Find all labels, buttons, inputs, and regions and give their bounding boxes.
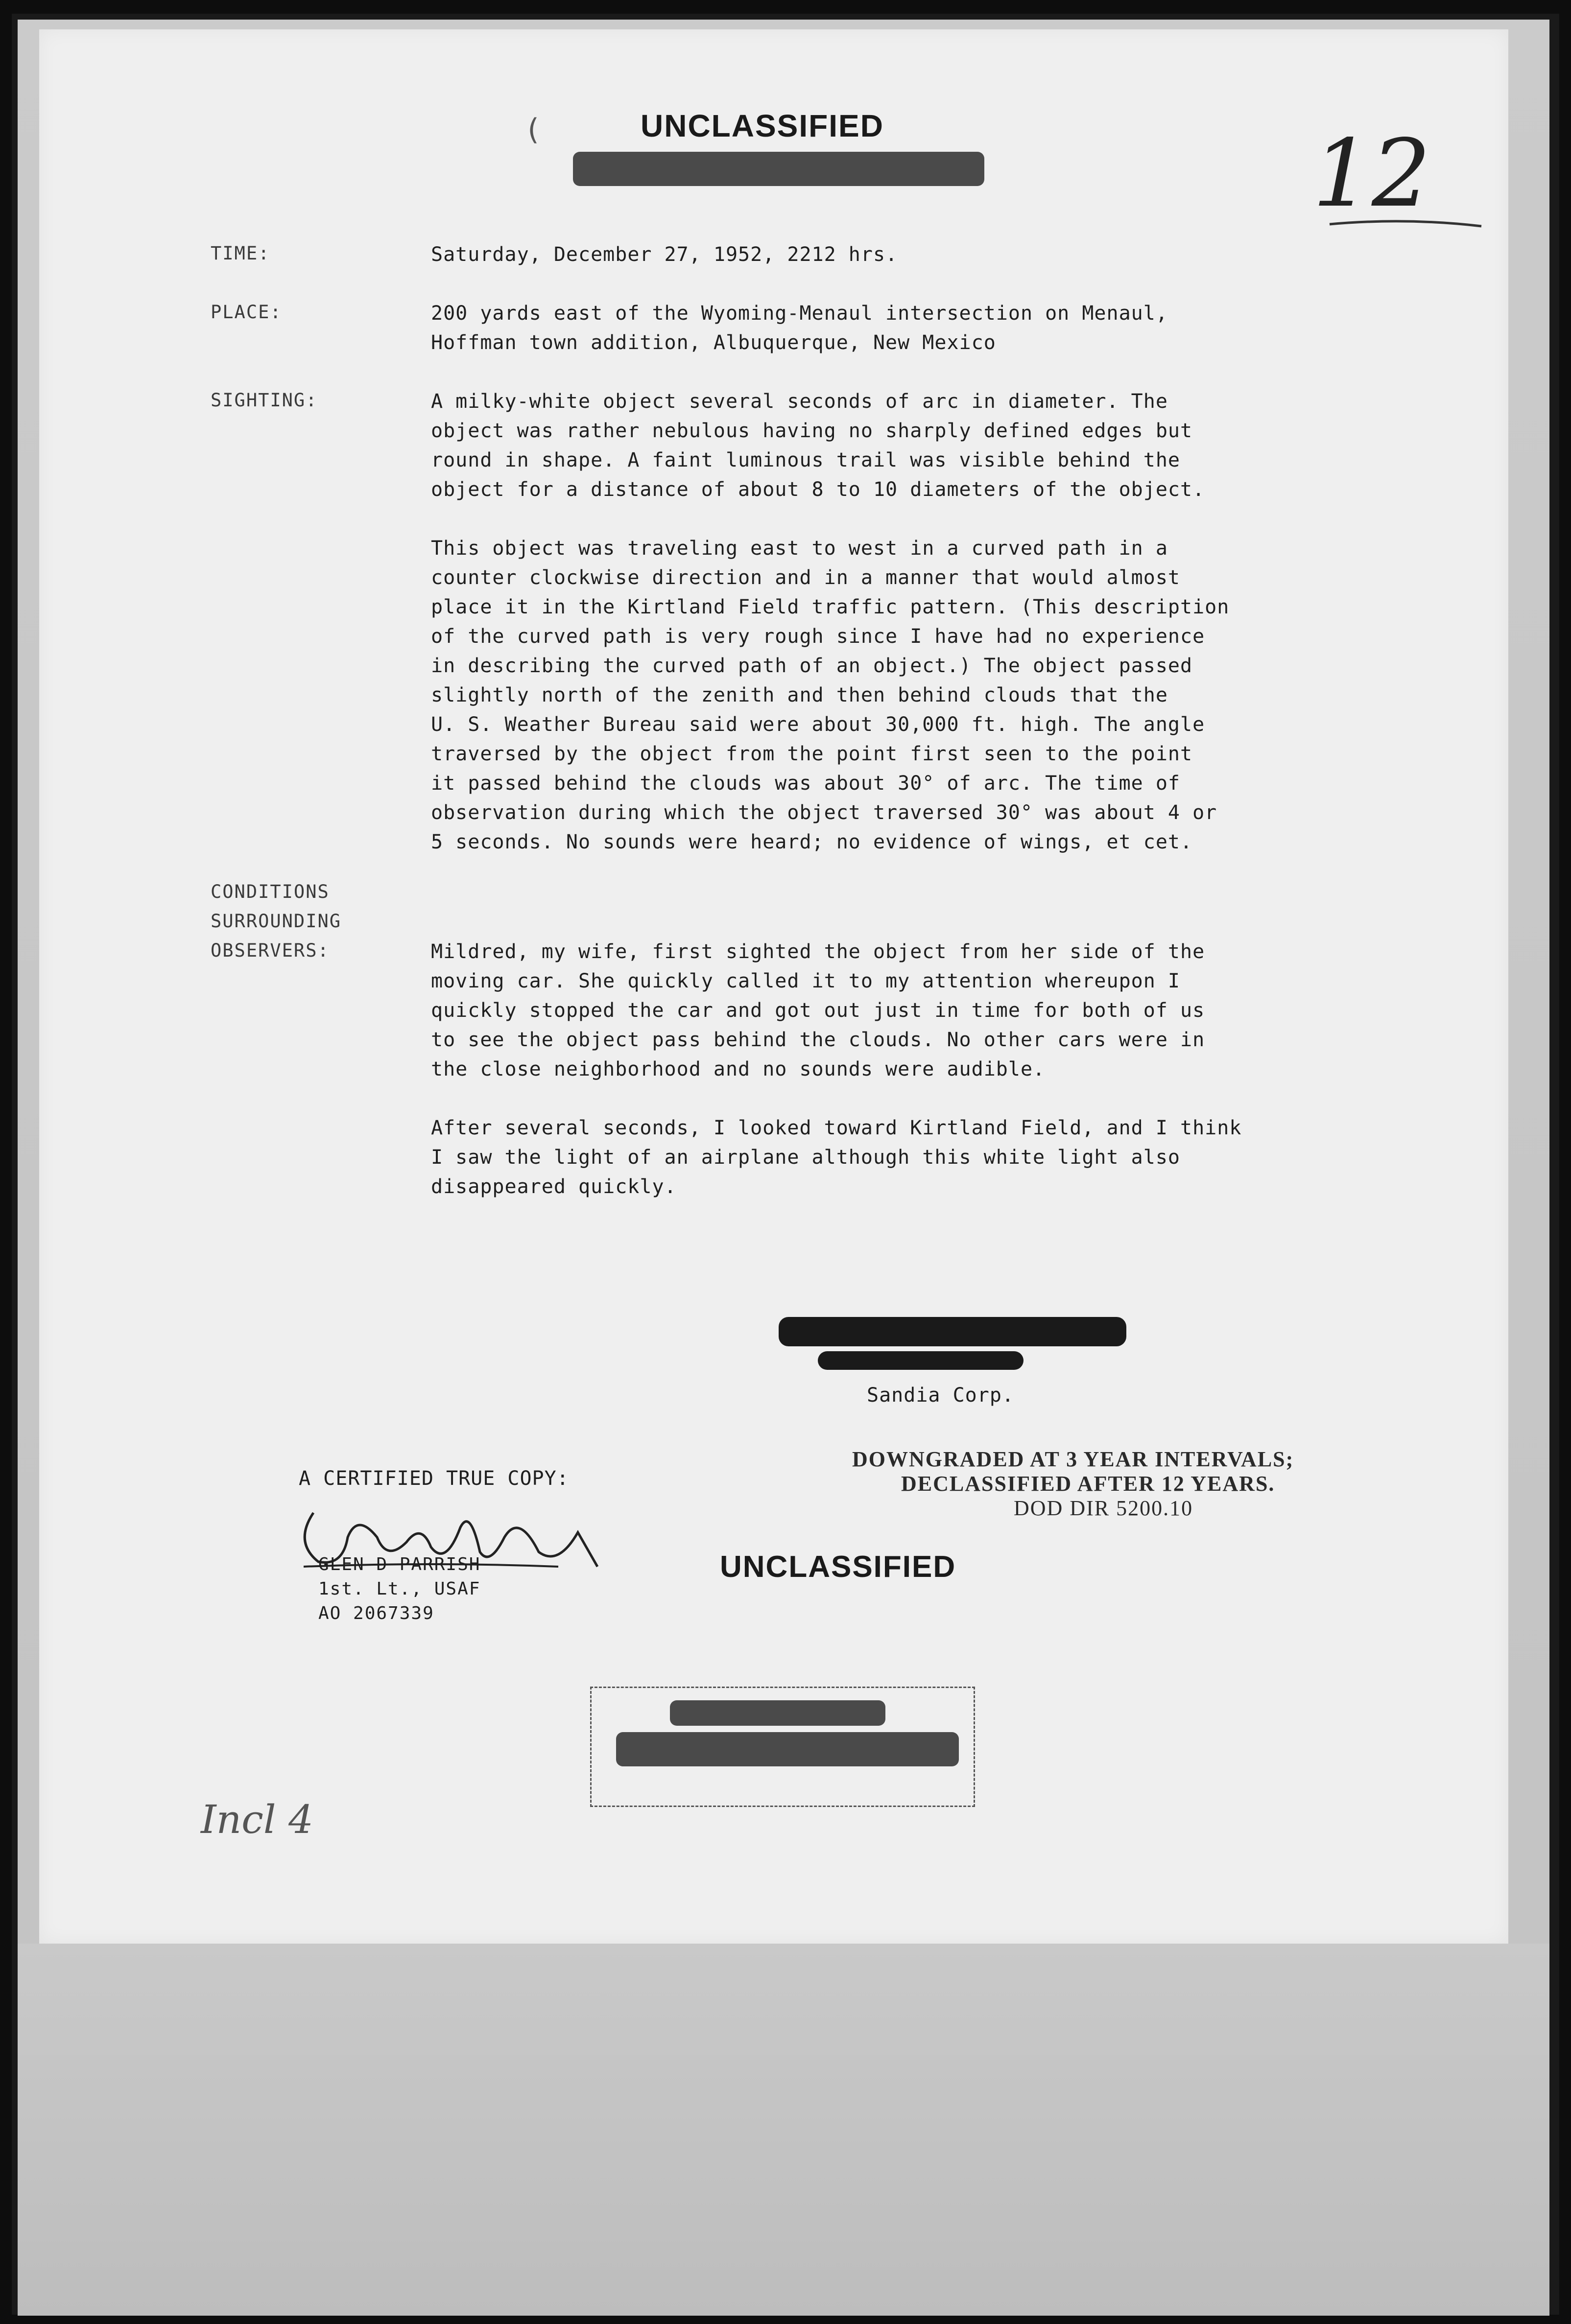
document-page [39, 29, 1508, 1944]
organization: Sandia Corp. [867, 1384, 1014, 1407]
time-label: TIME: [211, 243, 270, 264]
sighting-line: observation during which the object traversed 30° was about 4 or [431, 801, 1217, 824]
stray-mark: ( [524, 113, 542, 147]
conditions-label: SURROUNDING [211, 911, 342, 932]
sighting-line: object for a distance of about 8 to 10 diameters of the object. [431, 478, 1205, 501]
sighting-line: it passed behind the clouds was about 30° of arc. The time of [431, 772, 1181, 795]
sighting-line: place it in the Kirtland Field traffic pattern. (This description [431, 596, 1230, 618]
place-label: PLACE: [211, 302, 282, 323]
film-bottom-strip [18, 1944, 1549, 2316]
certifier-rank: 1st. Lt., USAF [318, 1579, 481, 1599]
conditions-line: I saw the light of an airplane although this white light also [431, 1146, 1181, 1169]
sighting-line: object was rather nebulous having no sharply defined edges but [431, 420, 1193, 442]
sighting-line: U. S. Weather Bureau said were about 30,000 ft. high. The angle [431, 713, 1205, 736]
sighting-line: slightly north of the zenith and then behind clouds that the [431, 684, 1168, 706]
conditions-line: After several seconds, I looked toward Kirtland Field, and I think [431, 1117, 1242, 1139]
sighting-line: 5 seconds. No sounds were heard; no evidence of wings, et cet. [431, 831, 1193, 853]
sighting-label: SIGHTING: [211, 390, 318, 411]
margin-note: Incl 4 [201, 1797, 313, 1842]
redaction-signature [779, 1317, 1126, 1346]
sighting-line: A milky-white object several seconds of arc in diameter. The [431, 390, 1168, 413]
sighting-line: counter clockwise direction and in a manner that would almost [431, 566, 1181, 589]
conditions-line: Mildred, my wife, first sighted the object from her side of the [431, 940, 1205, 963]
place-line: Hoffman town addition, Albuquerque, New Mexico [431, 331, 996, 354]
redaction-box [590, 1687, 975, 1807]
downgrade-line: DECLASSIFIED AFTER 12 YEARS. [901, 1472, 1275, 1496]
downgrade-line: DOWNGRADED AT 3 YEAR INTERVALS; [852, 1447, 1294, 1471]
redaction-signature [818, 1351, 1024, 1370]
page-number: 12 [1312, 119, 1431, 228]
sighting-line: This object was traveling east to west in a curved path in a [431, 537, 1168, 560]
place-line: 200 yards east of the Wyoming-Menaul intersection on Menaul, [431, 302, 1168, 325]
certifier-name: GLEN D PARRISH [318, 1554, 481, 1574]
classification-top: UNCLASSIFIED [641, 108, 884, 143]
page-number-underline [1327, 215, 1484, 230]
conditions-line: to see the object pass behind the clouds. No other cars were in [431, 1029, 1205, 1051]
sighting-line: of the curved path is very rough since I have had no experience [431, 625, 1205, 648]
sighting-line: round in shape. A faint luminous trail was visible behind the [431, 449, 1181, 471]
certification-label: A CERTIFIED TRUE COPY: [299, 1467, 569, 1490]
classification-bottom: UNCLASSIFIED [720, 1550, 956, 1584]
conditions-line: the close neighborhood and no sounds were audible. [431, 1058, 1046, 1080]
certifier-serial: AO 2067339 [318, 1603, 434, 1623]
downgrade-line: DOD DIR 5200.10 [1014, 1496, 1193, 1520]
sighting-line: in describing the curved path of an object.) The object passed [431, 655, 1193, 677]
conditions-line: moving car. She quickly called it to my attention whereupon I [431, 970, 1181, 992]
conditions-line: quickly stopped the car and got out just in time for both of us [431, 999, 1205, 1022]
conditions-label: CONDITIONS [211, 881, 330, 902]
sighting-line: traversed by the object from the point first seen to the point [431, 743, 1193, 765]
redaction-bottom [616, 1732, 959, 1766]
conditions-line: disappeared quickly. [431, 1175, 677, 1198]
redaction-top [573, 152, 984, 186]
redaction-bottom [670, 1700, 885, 1726]
time-value: Saturday, December 27, 1952, 2212 hrs. [431, 243, 898, 266]
conditions-label: OBSERVERS: [211, 940, 330, 961]
